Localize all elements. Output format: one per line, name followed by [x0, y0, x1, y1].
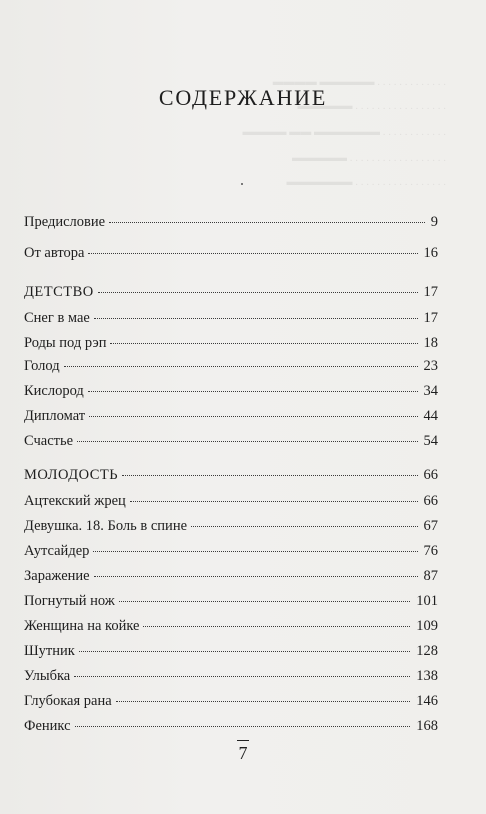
- toc-entry-title: Голод: [24, 358, 60, 374]
- dot-leader: [109, 222, 425, 223]
- toc-entry-page: 87: [423, 568, 438, 584]
- toc-entry[interactable]: [24, 380, 438, 402]
- toc-entry[interactable]: [24, 590, 438, 612]
- dot-leader: [64, 366, 418, 367]
- toc-entry-page: 34: [423, 383, 438, 399]
- toc-entry-page: 54: [423, 433, 438, 449]
- show-through-text: ▬▬▬▬▬▬ . . . . . . . . . . . . . . . . .: [286, 176, 446, 188]
- dot-leader: [93, 551, 417, 552]
- toc-entry-page: 44: [423, 408, 438, 424]
- toc-entry[interactable]: [24, 515, 438, 537]
- toc-entry[interactable]: [24, 665, 438, 687]
- toc-entry-title: Дипломат: [24, 408, 86, 424]
- toc-entry-page: 17: [423, 310, 438, 326]
- toc-entry-page: 18: [423, 335, 438, 351]
- toc-entry-page: 168: [416, 718, 438, 734]
- toc-entry[interactable]: [24, 565, 438, 587]
- dot-leader: [75, 726, 411, 727]
- toc-entry-page: 66: [423, 467, 438, 483]
- toc-entry-page: 9: [430, 214, 438, 230]
- toc-entry-page: 67: [423, 518, 438, 534]
- toc-entry[interactable]: [24, 540, 438, 562]
- dot-leader: [143, 626, 410, 627]
- toc-section-heading[interactable]: [24, 464, 438, 486]
- show-through-text: ▬▬▬▬ ▬▬▬▬▬ . . . . . . . . . . . . .: [272, 76, 446, 88]
- toc-entry[interactable]: [24, 355, 438, 377]
- dot-leader: [98, 292, 418, 293]
- dot-leader: [94, 576, 418, 577]
- toc-entry-title: Глубокая рана: [24, 693, 112, 709]
- toc-entry-title: Кислород: [24, 383, 84, 399]
- dot-leader: [130, 501, 418, 502]
- page-footer: [0, 740, 486, 764]
- show-through-text: ▬▬▬▬▬ . . . . . . . . . . . . . . . . . .: [292, 152, 446, 164]
- toc-entry[interactable]: [24, 405, 438, 427]
- dot-leader: [110, 343, 417, 344]
- toc-entry-title: Роды под рэп: [24, 335, 107, 351]
- dot-leader: [77, 441, 417, 442]
- toc-entry[interactable]: [24, 640, 438, 662]
- toc-entry[interactable]: [24, 690, 438, 712]
- toc-entry-title: Аутсайдер: [24, 543, 90, 559]
- toc-entry[interactable]: [24, 615, 438, 637]
- page-title: СОДЕРЖАНИЕ: [158, 84, 328, 110]
- toc-entry[interactable]: [24, 715, 438, 737]
- toc-entry[interactable]: [24, 242, 438, 264]
- toc-entry-page: 16: [423, 245, 438, 261]
- toc-entry-title: От автора: [24, 245, 85, 261]
- toc-entry[interactable]: [24, 490, 438, 512]
- toc-section-title: ДЕТСТВО: [24, 284, 94, 300]
- toc-entry-title: Шутник: [24, 643, 75, 659]
- toc-entry-title: Девушка. 18. Боль в спине: [24, 518, 188, 534]
- toc-entry-title: Феникс: [24, 718, 71, 734]
- toc-section-title: МОЛОДОСТЬ: [24, 467, 119, 483]
- toc-entry-title: Женщина на койке: [24, 618, 140, 634]
- dot-leader: [116, 701, 411, 702]
- toc-entry-title: Погнутый нож: [24, 593, 115, 609]
- toc-entry-title: Предисловие: [24, 214, 106, 230]
- show-through-text: ▬▬▬▬▬ . . . . . . . . . . . . . . . . .: [297, 100, 446, 112]
- ink-speck: [241, 183, 243, 185]
- toc-entry-page: 138: [416, 668, 438, 684]
- dot-leader: [94, 318, 418, 319]
- toc-entry-page: 146: [416, 693, 438, 709]
- toc-entry-title: Улыбка: [24, 668, 71, 684]
- toc-entry-page: 66: [423, 493, 438, 509]
- toc-entry-title: Счастье: [24, 433, 74, 449]
- toc-entry-page: 109: [416, 618, 438, 634]
- toc-entry-title: Снег в мае: [24, 310, 90, 326]
- dot-leader: [79, 651, 410, 652]
- dot-leader: [191, 526, 417, 527]
- dot-leader: [74, 676, 410, 677]
- toc-entry[interactable]: [24, 332, 438, 354]
- dot-leader: [88, 253, 417, 254]
- toc-entry-title: Ацтекский жрец: [24, 493, 126, 509]
- toc-entry[interactable]: [24, 211, 438, 233]
- show-through-text: ▬▬▬▬ ▬▬ ▬▬▬▬▬▬ . . . . . . . . . . . .: [242, 126, 446, 138]
- toc-entry[interactable]: [24, 430, 438, 452]
- toc-entry-page: 76: [423, 543, 438, 559]
- toc-entry-title: Заражение: [24, 568, 90, 584]
- dot-leader: [88, 391, 418, 392]
- toc-entry-page: 17: [423, 284, 438, 300]
- dot-leader: [89, 416, 417, 417]
- dot-leader: [122, 475, 417, 476]
- toc-entry[interactable]: [24, 307, 438, 329]
- toc-section-heading[interactable]: [24, 281, 438, 303]
- toc-entry-page: 128: [416, 643, 438, 659]
- toc-entry-page: 101: [416, 593, 438, 609]
- page-number-rule: [237, 740, 249, 741]
- page-number: 7: [238, 743, 248, 763]
- dot-leader: [119, 601, 410, 602]
- toc-entry-page: 23: [423, 358, 438, 374]
